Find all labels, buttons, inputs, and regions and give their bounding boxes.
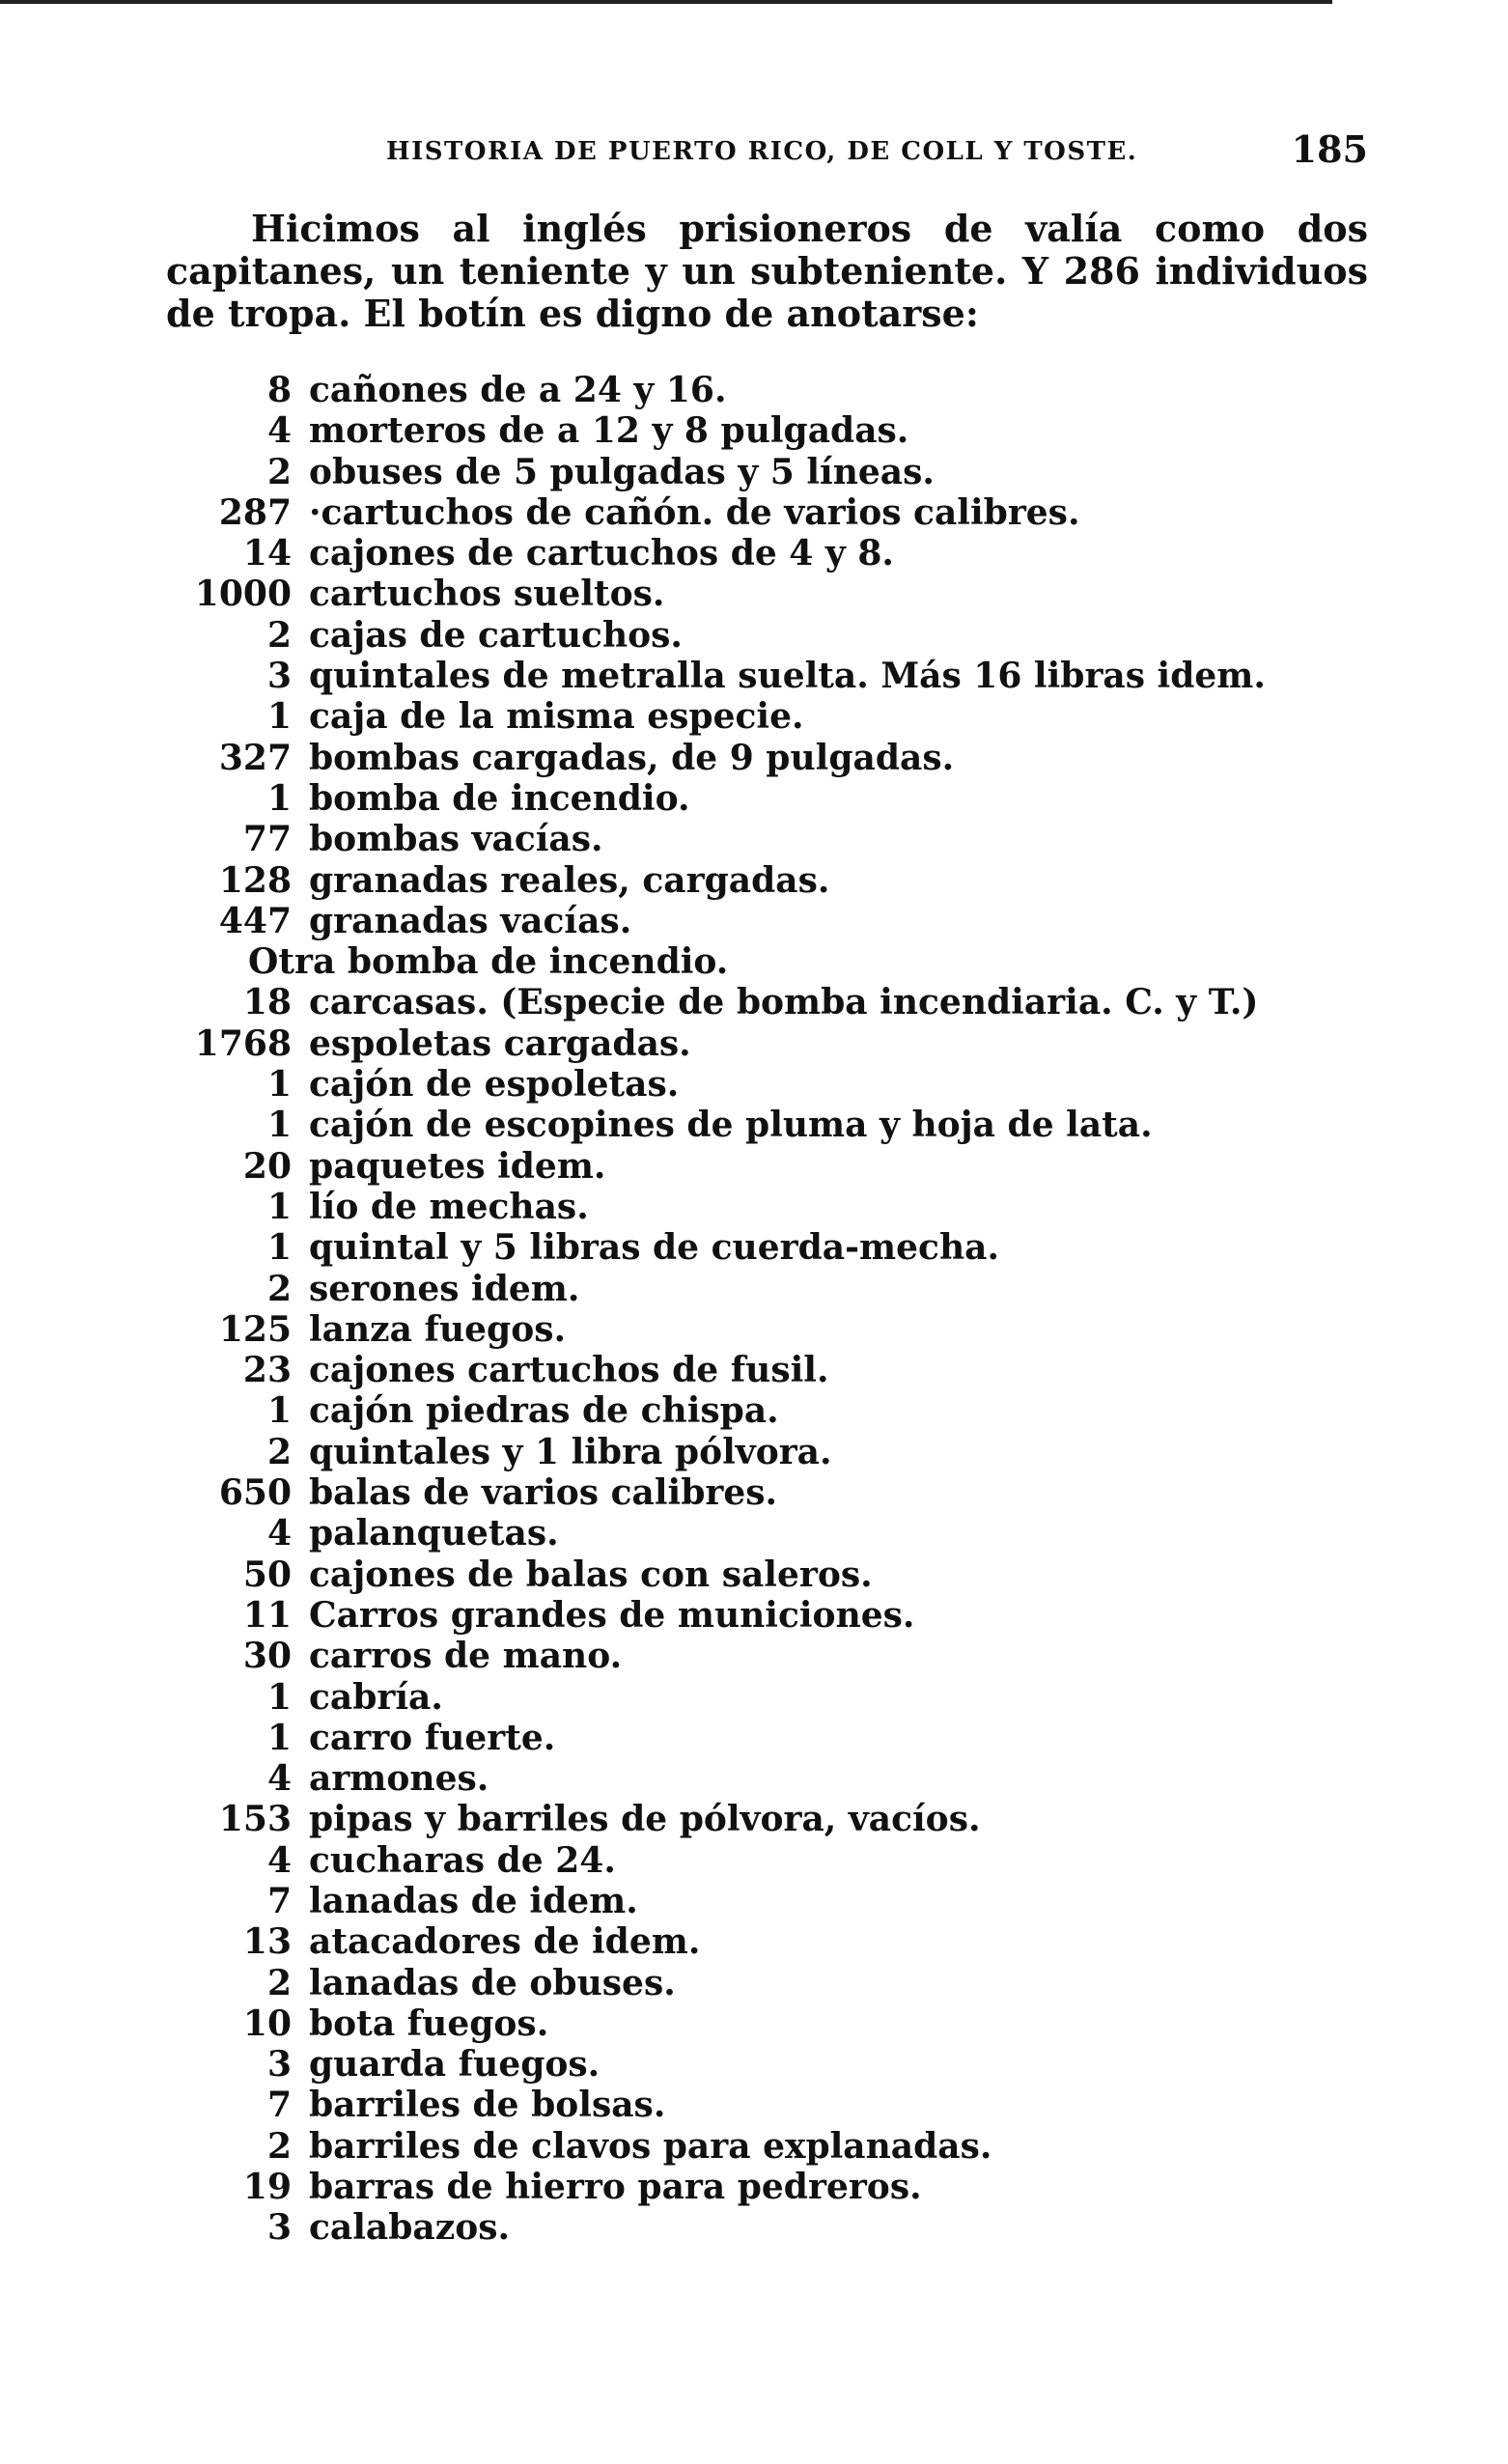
item-description: cajones de cartuchos de 4 y 8. — [309, 533, 894, 574]
item-quantity: 8 — [266, 370, 292, 410]
item-description: quintales de metralla suelta. Más 16 libras idem. — [309, 656, 1266, 697]
inventory-list — [154, 370, 1371, 2249]
list-item — [154, 1554, 1371, 1595]
item-quantity: 128 — [218, 859, 292, 901]
list-item — [154, 941, 1371, 982]
item-quantity: 287 — [218, 491, 292, 533]
list-item — [154, 778, 1371, 819]
item-quantity: 1768 — [194, 1022, 292, 1064]
running-head: HISTORIA DE PUERTO RICO, DE COLL Y TOSTE. — [386, 137, 1138, 166]
list-item — [154, 901, 1371, 941]
item-description: atacadores de idem. — [309, 1921, 701, 1963]
item-quantity: 1 — [266, 696, 292, 738]
item-quantity: 327 — [218, 737, 292, 778]
list-item — [154, 492, 1371, 533]
list-item — [154, 1963, 1371, 2003]
item-quantity: 3 — [266, 2044, 292, 2086]
top-rule — [0, 0, 1332, 4]
item-quantity: 1 — [266, 777, 292, 819]
item-quantity: 2 — [266, 614, 292, 656]
item-quantity: 10 — [242, 2002, 292, 2044]
list-item — [154, 1881, 1371, 1921]
list-item — [154, 1269, 1371, 1309]
item-description: bota fuegos. — [309, 2002, 549, 2044]
item-quantity: 19 — [242, 2167, 292, 2208]
item-quantity: 2 — [266, 1431, 292, 1472]
item-quantity: 4 — [266, 1758, 292, 1800]
list-item — [154, 1432, 1371, 1472]
list-item — [154, 2167, 1371, 2207]
item-description: paquetes idem. — [309, 1145, 606, 1187]
list-item — [154, 410, 1371, 451]
list-item — [154, 1390, 1371, 1431]
list-item — [154, 1595, 1371, 1636]
list-item — [154, 574, 1371, 614]
item-description: serones idem. — [309, 1268, 580, 1309]
item-quantity: 2 — [266, 451, 292, 492]
item-description: granadas reales, cargadas. — [309, 859, 830, 901]
item-description: cajón piedras de chispa. — [309, 1390, 779, 1432]
list-item — [154, 2207, 1371, 2248]
item-quantity: 1 — [266, 1105, 292, 1146]
list-item — [154, 370, 1371, 410]
item-description: Otra bomba de incendio. — [248, 941, 729, 983]
list-item — [154, 1513, 1371, 1554]
item-quantity: 3 — [266, 656, 292, 697]
item-description: lanza fuegos. — [309, 1308, 567, 1350]
item-description: cabría. — [309, 1676, 443, 1718]
item-quantity: 1 — [266, 1064, 292, 1106]
list-item — [154, 1718, 1371, 1758]
list-item — [154, 1840, 1371, 1881]
item-description: bomba de incendio. — [309, 777, 690, 819]
item-quantity: 1 — [266, 1676, 292, 1718]
item-description: pipas y barriles de pólvora, vacíos. — [309, 1799, 981, 1840]
list-item — [154, 860, 1371, 901]
item-quantity: 7 — [266, 2085, 292, 2126]
list-item — [154, 1309, 1371, 1350]
item-quantity: 4 — [266, 1513, 292, 1554]
list-item — [154, 1187, 1371, 1227]
list-item — [154, 738, 1371, 778]
item-description: carro fuerte. — [309, 1717, 556, 1758]
item-description: granadas vacías. — [309, 900, 632, 941]
list-item — [154, 1023, 1371, 1064]
item-quantity: 14 — [242, 533, 292, 574]
item-quantity: 50 — [242, 1554, 292, 1595]
item-description: morteros de a 12 y 8 pulgadas. — [309, 410, 909, 452]
item-quantity: 4 — [266, 1839, 292, 1881]
item-quantity: 1 — [266, 1227, 292, 1269]
item-quantity: 11 — [242, 1594, 292, 1636]
item-description: carcasas. (Especie de bomba incendiaria. C. y T.) — [309, 982, 1259, 1023]
item-description: palanquetas. — [309, 1513, 559, 1554]
item-description: lanadas de idem. — [309, 1880, 638, 1921]
item-description: cajones de balas con saleros. — [309, 1554, 873, 1595]
page-number: 185 — [1291, 127, 1368, 171]
item-description: Carros grandes de municiones. — [309, 1594, 915, 1636]
item-quantity: 7 — [266, 1880, 292, 1921]
item-quantity: 125 — [218, 1308, 292, 1350]
list-item — [154, 2085, 1371, 2125]
item-description: balas de varios calibres. — [309, 1472, 778, 1514]
list-item — [154, 1758, 1371, 1799]
item-description: obuses de 5 pulgadas y 5 líneas. — [309, 451, 935, 492]
item-quantity: 23 — [242, 1350, 292, 1391]
item-description: cajones cartuchos de fusil. — [309, 1350, 829, 1391]
list-item — [154, 982, 1371, 1022]
item-description: calabazos. — [309, 2207, 511, 2249]
list-item — [154, 1799, 1371, 1839]
item-description: caja de la misma especie. — [309, 696, 804, 738]
item-description: armones. — [309, 1758, 489, 1800]
item-quantity: 2 — [266, 2125, 292, 2167]
item-quantity: 77 — [242, 819, 292, 860]
item-description: cajas de cartuchos. — [309, 614, 683, 656]
list-item — [154, 2044, 1371, 2085]
list-item — [154, 1921, 1371, 1962]
list-item — [154, 1472, 1371, 1513]
list-item — [154, 1677, 1371, 1718]
item-quantity: 13 — [242, 1921, 292, 1963]
item-quantity: 2 — [266, 1268, 292, 1309]
item-description: cañones de a 24 y 16. — [309, 370, 727, 410]
item-quantity: 1 — [266, 1390, 292, 1432]
item-quantity: 650 — [218, 1472, 292, 1514]
list-item — [154, 1227, 1371, 1268]
page-header — [169, 127, 1368, 176]
list-item — [154, 1350, 1371, 1390]
item-description: lío de mechas. — [309, 1186, 589, 1227]
item-description: ·cartuchos de cañón. de varios calibres. — [309, 491, 1080, 533]
item-description: lanadas de obuses. — [309, 1962, 676, 2003]
intro-paragraph: Hicimos al inglés prisioneros de valía como dos capitanes, un teniente y un subteniente. Y 286 individuos de tropa. El botín es digno de anotarse: — [166, 207, 1368, 335]
item-description: quintales y 1 libra pólvora. — [309, 1431, 832, 1472]
item-description: cartuchos sueltos. — [309, 574, 665, 615]
item-quantity: 153 — [218, 1799, 292, 1840]
item-quantity: 4 — [266, 410, 292, 452]
list-item — [154, 1146, 1371, 1187]
item-description: espoletas cargadas. — [309, 1022, 691, 1064]
list-item — [154, 696, 1371, 737]
list-item — [154, 615, 1371, 656]
item-quantity: 1 — [266, 1186, 292, 1227]
item-quantity: 2 — [266, 1962, 292, 2003]
item-description: guarda fuegos. — [309, 2044, 600, 2086]
item-quantity: 1 — [266, 1717, 292, 1758]
item-description: quintal y 5 libras de cuerda-mecha. — [309, 1227, 999, 1269]
item-quantity: 1000 — [194, 574, 292, 615]
list-item — [154, 2126, 1371, 2167]
list-item — [154, 1636, 1371, 1676]
item-description: carros de mano. — [309, 1636, 623, 1677]
item-description: cucharas de 24. — [309, 1839, 616, 1881]
list-item — [154, 819, 1371, 859]
item-quantity: 30 — [242, 1636, 292, 1677]
item-description: bombas cargadas, de 9 pulgadas. — [309, 737, 955, 778]
item-quantity: 18 — [242, 982, 292, 1023]
item-description: barriles de bolsas. — [309, 2085, 666, 2126]
item-description: cajón de espoletas. — [309, 1064, 680, 1106]
item-description: barriles de clavos para explanadas. — [309, 2125, 992, 2167]
item-description: bombas vacías. — [309, 819, 603, 860]
list-item — [154, 1105, 1371, 1145]
item-description: cajón de escopines de pluma y hoja de lata. — [309, 1105, 1153, 1146]
item-quantity: 20 — [242, 1145, 292, 1187]
item-quantity: 3 — [266, 2207, 292, 2249]
item-quantity: 447 — [218, 900, 292, 941]
list-item — [154, 2003, 1371, 2044]
list-item — [154, 533, 1371, 574]
list-item — [154, 656, 1371, 696]
list-item — [154, 452, 1371, 492]
list-item — [154, 1064, 1371, 1105]
item-description: barras de hierro para pedreros. — [309, 2167, 922, 2208]
